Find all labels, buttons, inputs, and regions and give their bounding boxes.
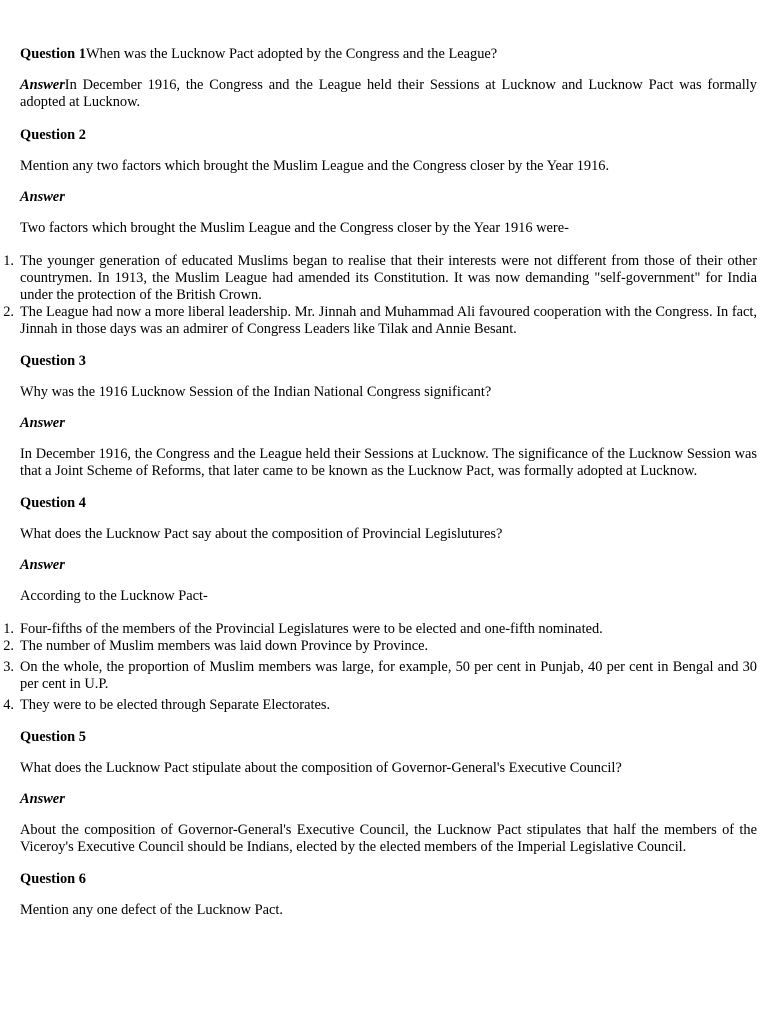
document-page bbox=[3, 46, 757, 919]
answer-2-list bbox=[3, 253, 757, 338]
answer-4-list bbox=[3, 621, 757, 714]
question-2-label: Question 2 bbox=[20, 127, 86, 143]
answer-2-label: Answer bbox=[20, 189, 65, 205]
list-item bbox=[3, 659, 757, 693]
list-item-text: The number of Muslim members was laid down Province by Province. bbox=[20, 638, 429, 654]
list-item bbox=[3, 253, 757, 304]
answer-5-label: Answer bbox=[20, 791, 65, 807]
list-item-number: 2. bbox=[3, 638, 14, 654]
question-5-label: Question 5 bbox=[20, 729, 86, 745]
list-item-text: The League had now a more liberal leadership. Mr. Jinnah and Muhammad Ali favoured cooperation with the Congress. In fact, Jinnah in those days was an admirer of Congress Leaders like Tilak and Annie Besant. bbox=[20, 304, 757, 337]
answer-4-label: Answer bbox=[20, 557, 65, 573]
answer-1 bbox=[20, 77, 757, 111]
answer-5-text: About the composition of Governor-General's Executive Council, the Lucknow Pact stipulates that half the members of the Viceroy's Executive Council should be Indians, elected by the elected members of the Imperial Legislative Council. bbox=[20, 822, 757, 855]
question-1-label: Question 1 bbox=[20, 46, 86, 62]
list-item-number: 3. bbox=[3, 659, 14, 675]
list-item-number: 1. bbox=[3, 253, 14, 269]
answer-2-intro: Two factors which brought the Muslim League and the Congress closer by the Year 1916 were- bbox=[20, 220, 569, 236]
answer-1-text: In December 1916, the Congress and the League held their Sessions at Lucknow and Lucknow Pact was formally adopted at Lucknow. bbox=[20, 77, 757, 110]
list-item bbox=[3, 304, 757, 338]
list-item bbox=[3, 638, 757, 655]
list-item-number: 2. bbox=[3, 304, 14, 320]
answer-3-label: Answer bbox=[20, 415, 65, 431]
list-item-text: On the whole, the proportion of Muslim members was large, for example, 50 per cent in Punjab, 40 per cent in Bengal and 30 per cent in U.P. bbox=[20, 659, 757, 692]
question-5-text: What does the Lucknow Pact stipulate about the composition of Governor-General's Executive Council? bbox=[20, 760, 622, 776]
list-item-text: The younger generation of educated Muslims began to realise that their interests were not different from those of their other countrymen. In 1913, the Muslim League had amended its Constitution. It was now demanding "self-government" for India under the protection of the British Crown. bbox=[20, 253, 757, 303]
question-3-text: Why was the 1916 Lucknow Session of the Indian National Congress significant? bbox=[20, 384, 492, 400]
answer-4-intro: According to the Lucknow Pact- bbox=[20, 588, 208, 604]
list-item bbox=[3, 697, 757, 714]
question-6-label: Question 6 bbox=[20, 871, 86, 887]
question-4-text: What does the Lucknow Pact say about the composition of Provincial Legislutures? bbox=[20, 526, 503, 542]
list-item-number: 1. bbox=[3, 621, 14, 637]
question-4-label: Question 4 bbox=[20, 495, 86, 511]
list-item-text: They were to be elected through Separate Electorates. bbox=[20, 697, 331, 713]
answer-1-label: Answer bbox=[20, 77, 65, 93]
list-item bbox=[3, 621, 757, 638]
question-3-label: Question 3 bbox=[20, 353, 86, 369]
question-1 bbox=[20, 46, 757, 63]
question-1-text: When was the Lucknow Pact adopted by the Congress and the League? bbox=[85, 46, 498, 62]
answer-3-text: In December 1916, the Congress and the League held their Sessions at Lucknow. The significance of the Lucknow Session was that a Joint Scheme of Reforms, that later came to be known as the Lucknow Pact, was formally adopted at Lucknow. bbox=[20, 446, 757, 479]
question-2-text: Mention any two factors which brought the Muslim League and the Congress closer by the Year 1916. bbox=[20, 158, 610, 174]
list-item-text: Four-fifths of the members of the Provincial Legislatures were to be elected and one-fifth nominated. bbox=[20, 621, 603, 637]
list-item-number: 4. bbox=[3, 697, 14, 713]
question-6-text: Mention any one defect of the Lucknow Pact. bbox=[20, 902, 283, 918]
